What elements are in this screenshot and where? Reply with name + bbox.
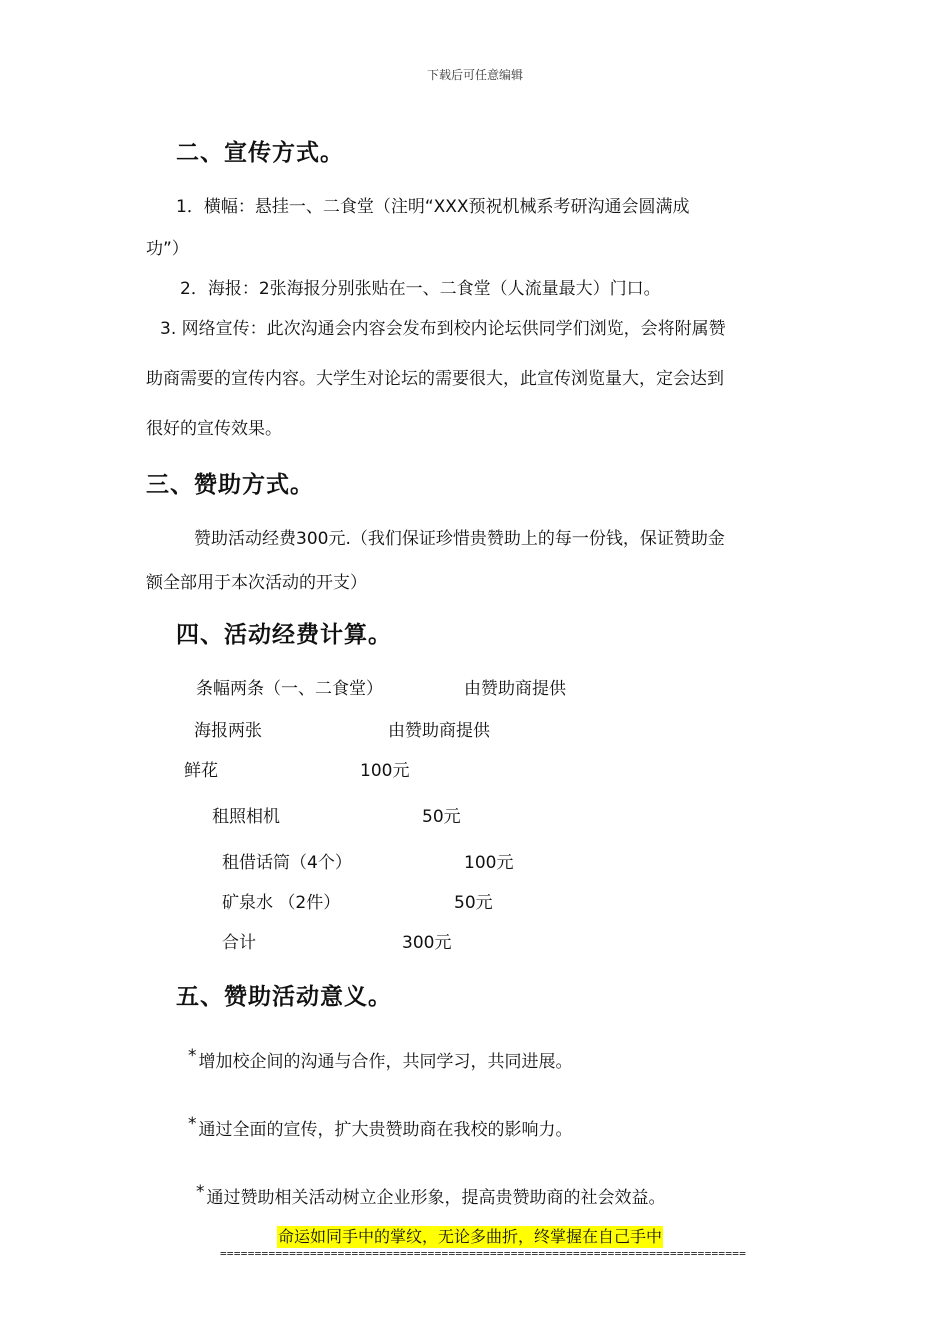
- publicity-item-2: 2．海报：2张海报分别张贴在一、二食堂（人流量最大）门口。: [180, 279, 661, 299]
- budget-item-name: 海报两张: [194, 721, 262, 741]
- budget-item-value: 50元: [454, 893, 493, 913]
- publicity-item-1-line-1: 1．横幅：悬挂一、二食堂（注明“XXX预祝机械系考研沟通会圆满成: [176, 197, 690, 217]
- publicity-item-1-line-2: 功”）: [146, 239, 189, 259]
- significance-item: [196, 1182, 666, 1208]
- budget-item-name: 租照相机: [212, 807, 280, 827]
- budget-item-value: 由赞助商提供: [464, 679, 566, 699]
- asterisk-bullet-icon: *: [188, 1046, 197, 1066]
- significance-item: [188, 1114, 573, 1140]
- budget-item-value: 由赞助商提供: [388, 721, 490, 741]
- budget-item-name: 矿泉水 （2件）: [222, 893, 341, 913]
- significance-text: 通过全面的宣传，扩大贵赞助商在我校的影响力。: [198, 1120, 573, 1140]
- sponsorship-line-1: 赞助活动经费300元.（我们保证珍惜贵赞助上的每一份钱，保证赞助金: [194, 529, 725, 549]
- asterisk-bullet-icon: *: [188, 1114, 197, 1134]
- significance-text: 增加校企间的沟通与合作，共同学习，共同进展。: [198, 1052, 573, 1072]
- section-title-significance: 五、赞助活动意义。: [176, 984, 392, 1010]
- budget-item-name: 租借话筒（4个）: [222, 853, 352, 873]
- asterisk-bullet-icon: *: [196, 1182, 205, 1202]
- budget-item-name: 鲜花: [184, 761, 218, 781]
- section-title-publicity: 二、宣传方式。: [176, 140, 344, 166]
- significance-item: [188, 1046, 573, 1072]
- budget-total-value: 300元: [402, 933, 452, 953]
- page-header: 下载后可任意编辑: [426, 68, 523, 82]
- budget-total-label: 合计: [222, 933, 256, 953]
- footer-divider: ============================================================================: [220, 1247, 747, 1260]
- budget-item-name: 条幅两条（一、二食堂）: [196, 679, 383, 699]
- section-title-sponsorship: 三、赞助方式。: [146, 472, 314, 498]
- publicity-item-3-line-2: 助商需要的宣传内容。大学生对论坛的需要很大，此宣传浏览量大，定会达到: [146, 369, 724, 389]
- publicity-item-3-line-3: 很好的宣传效果。: [146, 419, 282, 439]
- significance-text: 通过赞助相关活动树立企业形象，提高贵赞助商的社会效益。: [206, 1188, 666, 1208]
- sponsorship-line-2: 额全部用于本次活动的开支）: [146, 573, 367, 593]
- publicity-item-3-line-1: 3. 网络宣传：此次沟通会内容会发布到校内论坛供同学们浏览，会将附属赞: [160, 319, 726, 339]
- budget-item-value: 50元: [422, 807, 461, 827]
- footer-motto: 命运如同手中的掌纹，无论多曲折，终掌握在自己手中: [278, 1227, 663, 1246]
- budget-item-value: 100元: [360, 761, 410, 781]
- section-title-budget: 四、活动经费计算。: [176, 622, 392, 648]
- budget-item-value: 100元: [464, 853, 514, 873]
